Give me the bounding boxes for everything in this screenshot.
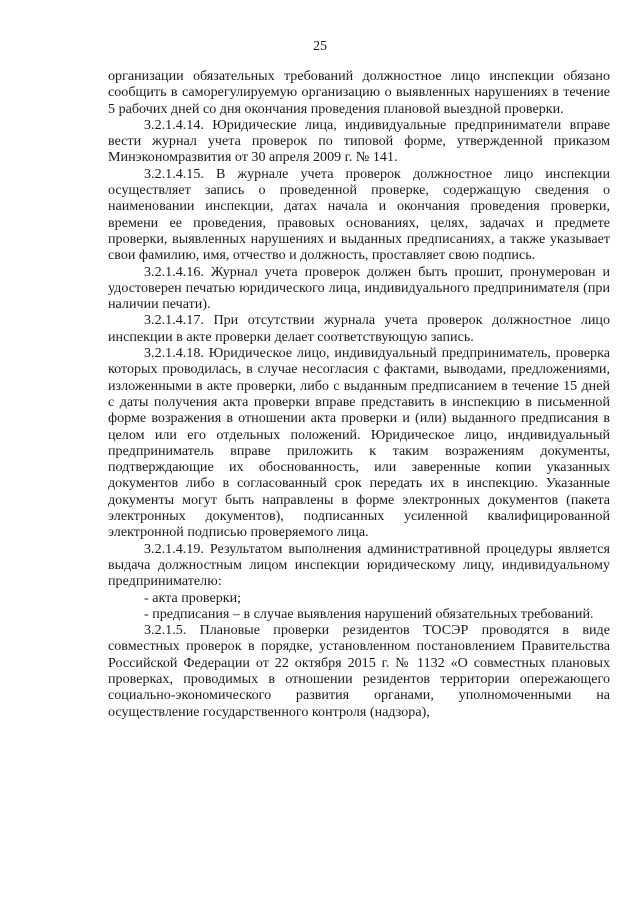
list-item-prescription: - предписания – в случае выявления нарушений обязательных требований. [144,605,594,622]
paragraph-3-2-1-5: 3.2.1.5. Плановые проверки резидентов ТОСЭР проводятся в виде совместных проверок в порядке, установленном постановлением Правительства Российской Федерации от 22 октября 2015 г. № 1132 «О совместных плановых проверках, проводимых в отношении резидентов территории опережающего социально-экономического развития органами, уполномоченными на осуществление государственного контроля (надзора), [108,622,610,720]
paragraph-continuation: организации обязательных требований должностное лицо инспекции обязано сообщить в саморегулируемую организацию о выявленных нарушениях в течение 5 рабочих дней со дня окончания проведения плановой выездной проверки. [108,68,610,117]
list-item-act: - акта проверки; [144,589,242,606]
paragraph-3-2-1-4-17: 3.2.1.4.17. При отсутствии журнала учета проверок должностное лицо инспекции в акте проверки делает соответствующую запись. [108,312,610,345]
paragraph-3-2-1-4-16: 3.2.1.4.16. Журнал учета проверок должен быть прошит, пронумерован и удостоверен печатью юридического лица, индивидуального предпринимателя (при наличии печати). [108,263,610,313]
paragraph-3-2-1-4-15: 3.2.1.4.15. В журнале учета проверок должностное лицо инспекции осуществляет запись о проведенной проверке, содержащую сведения о наименовании инспекции, датах начала и окончания проведения проверки, времени ее проведения, правовых основаниях, целях, задачах и предмете проверки, выявленных нарушениях и выданных предписаниях, а также указывает свои фамилию, имя, отчество и должность, проставляет свою подпись. [108,165,610,264]
paragraph-3-2-1-4-14: 3.2.1.4.14. Юридические лица, индивидуальные предприниматели вправе вести журнал учета проверок по типовой форме, утвержденной приказом Минэкономразвития от 30 апреля 2009 г. № 141. [108,116,610,166]
page-number: 25 [312,38,328,54]
paragraph-3-2-1-4-18: 3.2.1.4.18. Юридическое лицо, индивидуальный предприниматель, проверка которых проводилась, в случае несогласия с фактами, выводами, предложениями, изложенными в акте проверки, либо с выданным предписанием в течение 15 дней с даты получения акта проверки вправе представить в инспекцию в письменной форме возражения в отношении акта проверки и (или) выданного предписания в целом или его отдельных положений. Юридическое лицо, индивидуальный предприниматель вправе приложить к таким возражениям документы, подтверждающие их обоснованность, или заверенные копии указанных документов либо в согласованный срок передать их в инспекцию. Указанные документы могут быть направлены в форме электронных документов (пакета электронных документов), подписанных усиленной квалифицированной электронной подписью проверяемого лица. [108,345,610,541]
body-text [108,68,610,720]
paragraph-3-2-1-4-19: 3.2.1.4.19. Результатом выполнения административной процедуры является выдача должностным лицом инспекции юридическому лицу, индивидуальному предпринимателю: [108,540,610,590]
